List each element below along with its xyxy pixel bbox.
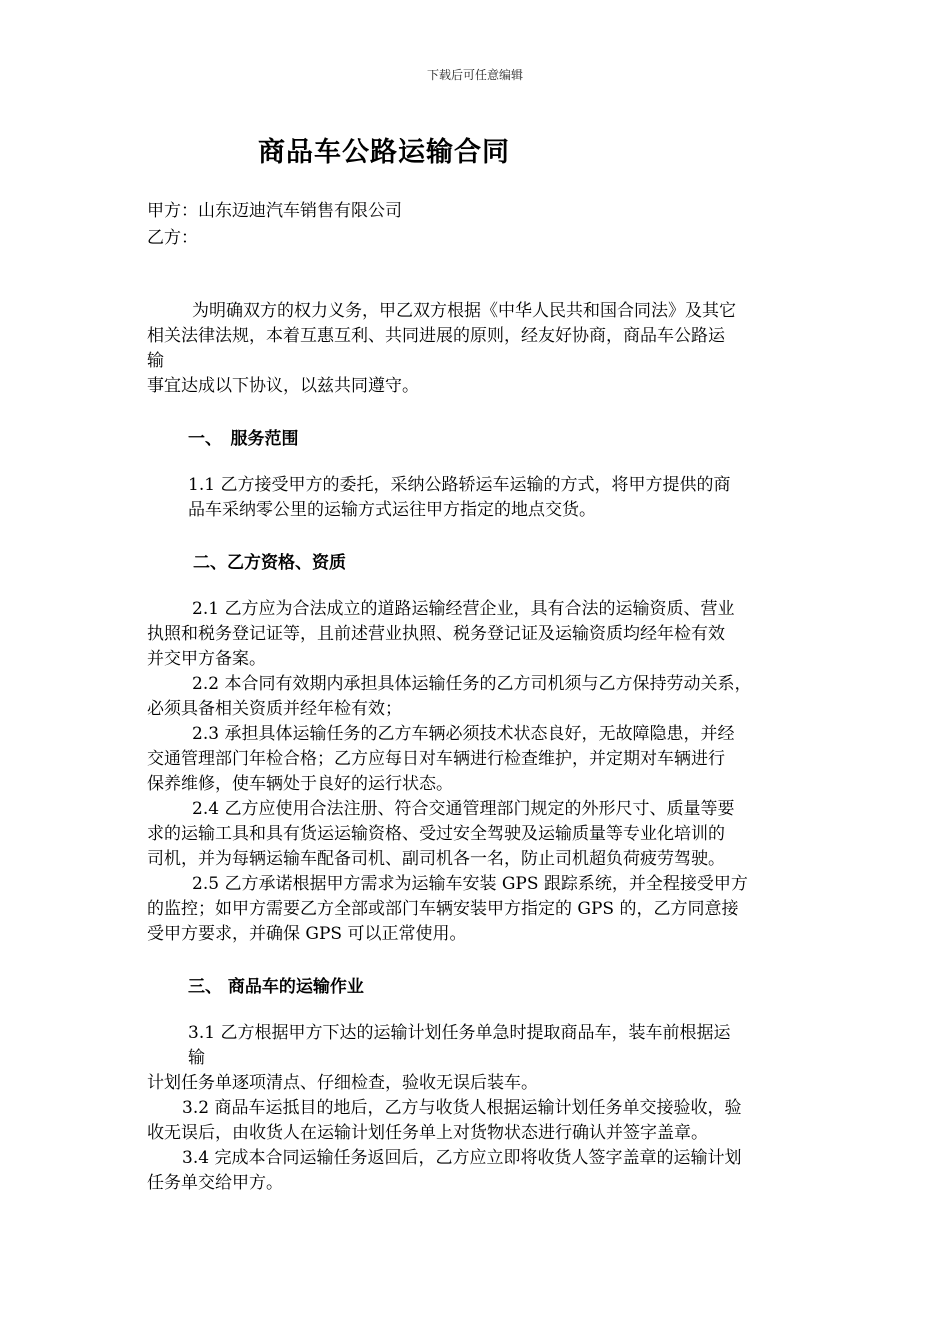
section-3-heading: 三、 商品车的运输作业 [188,977,364,997]
intro-line-3: 输 [147,351,164,371]
party-b-line: 乙方： [147,228,198,248]
section-2-line: 2.5 乙方承诺根据甲方需求为运输车安装 GPS 跟踪系统，并全程接受甲方 [192,874,748,894]
section-2-line: 必须具备相关资质并经年检有效； [147,699,402,719]
header-note: 下载后可任意编辑 [426,68,523,82]
section-3-line: 3.2 商品车运抵目的地后，乙方与收货人根据运输计划任务单交接验收，验 [182,1098,742,1118]
section-3-line: 输 [188,1048,205,1068]
section-2-line: 求的运输工具和具有货运运输资格、受过安全驾驶及运输质量等专业化培训的 [147,824,725,844]
section-2-line: 2.2 本合同有效期内承担具体运输任务的乙方司机须与乙方保持劳动关系， [192,674,752,694]
section-2-line: 并交甲方备案。 [147,649,266,669]
intro-line-4: 事宜达成以下协议，以兹共同遵守。 [147,376,419,396]
section-2-line: 2.3 承担具体运输任务的乙方车辆必须技术状态良好，无故障隐患，并经 [192,724,735,744]
party-a-line: 甲方：山东迈迪汽车销售有限公司 [147,201,402,221]
section-1-line: 1.1 乙方接受甲方的委托，采纳公路轿运车运输的方式，将甲方提供的商 [188,475,731,495]
section-2-line: 2.1 乙方应为合法成立的道路运输经营企业，具有合法的运输资质、营业 [192,599,735,619]
section-2-line: 交通管理部门年检合格；乙方应每日对车辆进行检查维护，并定期对车辆进行 [147,749,725,769]
section-3-line: 3.4 完成本合同运输任务返回后，乙方应立即将收货人签字盖章的运输计划 [182,1148,742,1168]
section-2-line: 的监控；如甲方需要乙方全部或部门车辆安装甲方指定的 GPS 的，乙方同意接 [147,899,739,919]
section-2-line: 司机，并为每辆运输车配备司机、副司机各一名，防止司机超负荷疲劳驾驶。 [147,849,725,869]
section-2-heading: 二、乙方资格、资质 [193,553,346,573]
section-3-line: 计划任务单逐项清点、仔细检查，验收无误后装车。 [147,1073,538,1093]
section-2-line: 保养维修，使车辆处于良好的运行状态。 [147,774,453,794]
document-title: 商品车公路运输合同 [258,137,510,168]
section-2-line: 执照和税务登记证等，且前述营业执照、税务登记证及运输资质均经年检有效 [147,624,725,644]
section-1-line: 品车采纳零公里的运输方式运往甲方指定的地点交货。 [188,500,596,520]
intro-line-2: 相关法律法规，本着互惠互利、共同进展的原则，经友好协商，商品车公路运 [147,326,725,346]
section-3-line: 任务单交给甲方。 [147,1173,283,1193]
section-3-line: 3.1 乙方根据甲方下达的运输计划任务单急时提取商品车，装车前根据运 [188,1023,731,1043]
section-1-heading: 一、 服务范围 [188,429,299,449]
intro-line-1: 为明确双方的权力义务，甲乙双方根据《中华人民共和国合同法》及其它 [192,301,736,321]
section-2-line: 受甲方要求，并确保 GPS 可以正常使用。 [147,924,467,944]
section-3-line: 收无误后，由收货人在运输计划任务单上对货物状态进行确认并签字盖章。 [147,1123,708,1143]
section-2-line: 2.4 乙方应使用合法注册、符合交通管理部门规定的外形尺寸、质量等要 [192,799,735,819]
